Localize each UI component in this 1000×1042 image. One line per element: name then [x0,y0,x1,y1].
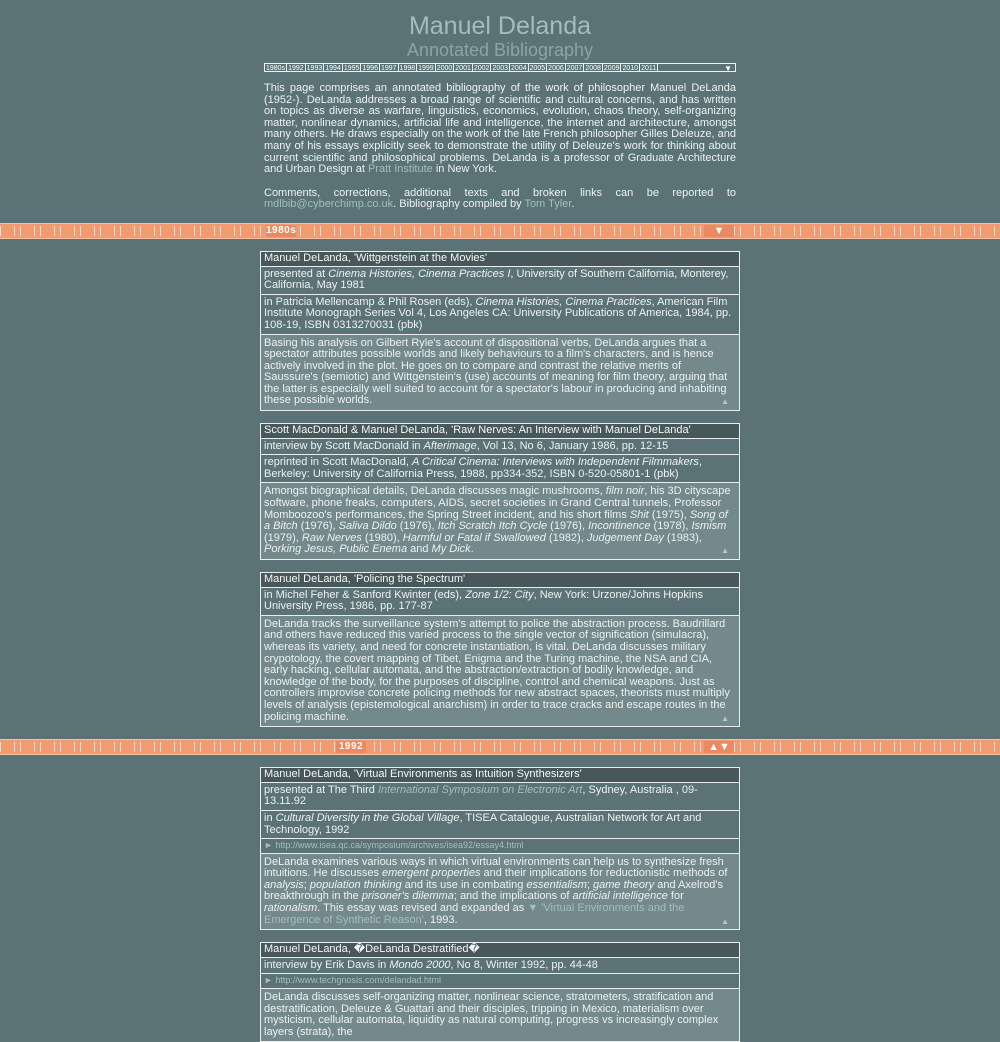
band-cell [320,226,335,236]
band-cell [100,226,115,236]
band-cell [620,226,635,236]
entry-url-link[interactable]: ► http://www.techgnosis.com/delandad.html [261,974,739,989]
entry-publication [261,811,739,839]
abstract-text: (1978), [650,520,692,533]
band-cell [980,226,995,236]
entry-abstract [261,483,739,559]
band-cell [160,742,175,752]
band-cell [940,742,955,752]
year-link[interactable]: 2010 [622,65,639,72]
pub-text: , New York: Urzone/Johns Hopkins University Press, 1986, pp. 177-87 [264,588,703,613]
band-cell [460,226,475,236]
dropdown-arrow-icon[interactable]: ▼ [724,64,732,73]
entry-title: Manuel DeLanda, 'Virtual Environments as Intuition Synthesizers' [261,768,739,783]
pub-text: interview by Scott MacDonald in [264,439,424,452]
band-cell [240,226,255,236]
band-cell [420,226,435,236]
pub-text: in Michel Feher & Sanford Kwinter (eds), [264,588,466,601]
pub-italic: Afterimage [423,439,477,452]
band-cell [0,226,15,236]
back-to-top-icon[interactable]: ▲ [721,713,729,723]
band-cell [820,226,835,236]
year-link[interactable]: 2009 [603,65,620,72]
abstract-text: (1982), [545,531,587,544]
band-nav-arrows[interactable]: ▲▼ [704,741,734,753]
year-band-1992 [0,739,1000,755]
abstract-text: (1980), [361,531,403,544]
band-cell [660,226,675,236]
band-cell [740,742,755,752]
abstract-text: Amongst biographical details, DeLanda discusses magic mushrooms, [264,485,606,498]
abstract-italic: film noir [605,485,645,498]
band-cell [860,742,875,752]
contact-text: . Bibliography compiled by [393,198,525,211]
page-subtitle: Annotated Bibliography [406,40,594,60]
pub-text: , American Film Institute Monograph Series Vol 4, Los Angeles CA: University Publications of America, 1984, pp. 108-19, ISBN 0313270031 (pbk) [264,295,732,331]
pub-italic: Cinema Histories, Cinema Practices [475,295,652,308]
abstract-text: ; [303,878,310,891]
entry-publication [261,439,739,456]
band-cell [600,742,615,752]
entry-publication [261,455,739,483]
abstract-italic: rationalism [264,902,318,915]
film-title: Ismism [691,520,727,533]
abstract-text: (1976), [297,520,339,533]
band-cell [760,742,775,752]
band-nav-arrows[interactable]: ▼ [704,225,734,237]
abstract-text: , his 3D cityscape software, phone freaks, computers, AIDS, secret societies in Grand Central tunnels, Professor Momboozoo's performances, the Spring Street incident, and his short films [264,485,731,521]
band-year-label: 1992 [336,741,366,753]
band-cell [820,742,835,752]
band-cell [760,226,775,236]
band-cell [500,226,515,236]
band-cell [60,742,75,752]
band-cell [400,226,415,236]
year-link[interactable]: 2005 [529,65,546,72]
film-title: Incontinence [588,520,651,533]
band-cell [520,226,535,236]
band-decoration [0,226,1000,236]
entry-publication [261,295,739,335]
abstract-text: (1983), [663,531,702,544]
film-title: Shit [629,508,649,521]
year-link[interactable]: 2001 [455,65,471,72]
band-cell [180,226,195,236]
pub-italic: A Critical Cinema: Interviews with Independent Filmmakers [411,456,699,469]
band-cell [900,742,915,752]
band-cell [220,742,235,752]
band-cell [200,226,215,236]
intro-text: in New York. [432,163,497,176]
abstract-text: (1976), [396,520,438,533]
band-cell [360,226,375,236]
year-link[interactable]: 1998 [399,65,416,72]
band-cell [840,226,855,236]
bib-entry [260,767,740,930]
author-link[interactable]: Tom Tyler [524,198,572,211]
band-cell [920,226,935,236]
abstract-text: and [407,543,432,556]
entry-url-link[interactable]: ► http://www.isea.qc.ca/symposium/archives/isea92/essay4.html [261,839,739,854]
band-cell [440,226,455,236]
email-link[interactable]: mdlbib@cyberchimp.co.uk [264,198,394,211]
band-cell [860,226,875,236]
band-cell [680,742,695,752]
pub-italic: Mondo 2000 [389,958,451,971]
band-year-label: 1980s [266,224,297,236]
band-cell [780,226,795,236]
year-link[interactable]: 1996 [362,65,378,72]
abstract-text: ; and the implications of [453,890,573,903]
pub-text: interview by Erik Davis in [264,958,390,971]
band-cell [180,742,195,752]
abstract-italic: essentialism [526,878,587,891]
band-cell [160,226,175,236]
band-cell [500,742,515,752]
abstract-text: DeLanda examines various ways in which virtual environments can help us to synthesize fresh intuitions. He discusses [264,855,724,880]
band-cell [520,742,535,752]
band-cell [780,742,795,752]
contact-paragraph [264,188,736,211]
band-cell [600,226,615,236]
abstract-text: . [470,543,474,556]
pub-text: in Patricia Mellencamp & Phil Rosen (eds), [264,295,476,308]
band-cell [460,742,475,752]
band-cell [540,226,555,236]
film-title: Saliva Dildo [338,520,397,533]
pub-text: in [264,811,276,824]
abstract-italic: prisoner's dilemma [361,890,454,903]
pub-text: , Berkeley: University of California Press, 1988, pp334-352, ISBN 0-520-05801-1 (pbk) [264,456,702,480]
pub-italic: Cinema Histories, Cinema Practices I [328,267,511,280]
abstract-text: (1976), [547,520,589,533]
page-title: Manuel Delanda [408,12,592,40]
intro [264,83,736,211]
band-cell [540,742,555,752]
band-cell [380,742,395,752]
band-cell [560,742,575,752]
abstract-italic: artificial intelligence [572,890,668,903]
abstract-text: . This essay was revised and expanded as [317,902,528,915]
pub-text: presented at The Third [264,783,378,796]
pub-italic: Zone 1/2: City [465,588,534,601]
year-link[interactable]: 1994 [325,65,341,72]
pub-text: , Sydney, Australia , 09-13.11.92 [264,783,698,808]
year-link[interactable]: 1992 [288,65,304,72]
year-band-1980s [0,223,1000,239]
entry-publication [261,783,739,811]
abstract-text: Basing his analysis on Gilbert Ryle's account of dispositional verbs, DeLanda argues that a spectator attributes possible worlds and likely behaviours to a film's characters, and is hence actively involved in the plot. He goes on to compare and contrast the relative merits of Saussure's (semiotic) and Wittgenstein's (use) accounts of meaning for film theory, arguing that the latter is especially well suited to account for a spectator's labour in producing and inhabiting these possible worlds. [264,336,728,407]
band-cell [220,226,235,236]
pratt-link[interactable]: Pratt Institute [367,163,433,176]
band-cell [260,742,275,752]
pub-text: , TISEA Catalogue, Australian Network for Art and Technology, 1992 [264,811,702,836]
band-cell [940,226,955,236]
band-cell [120,742,135,752]
band-cell [880,226,895,236]
band-cell [380,226,395,236]
pub-text: presented at [264,267,329,280]
band-cell [20,742,35,752]
entry-abstract [261,335,739,411]
year-link[interactable]: 1980s [266,65,286,72]
film-title: Song of a Bitch [264,508,728,533]
band-cell [800,742,815,752]
band-cell [300,742,315,752]
band-cell [80,742,95,752]
film-title: My Dick [431,543,471,556]
pub-text: reprinted in Scott MacDonald, [264,456,412,469]
year-link[interactable]: 1999 [418,65,434,72]
abstract-italic: game theory [593,878,655,891]
band-cell [80,226,95,236]
band-cell [480,742,495,752]
abstract-text: and Axelrod's breakthrough in the [264,878,723,903]
year-link[interactable]: 2003 [492,65,509,72]
entry-abstract [261,989,739,1041]
band-cell [660,742,675,752]
band-cell [880,742,895,752]
abstract-text: for [667,890,684,903]
entry-abstract [261,854,739,930]
bib-entry [260,251,740,411]
band-cell [200,742,215,752]
year-link[interactable]: 1993 [306,65,323,72]
band-cell [960,742,975,752]
entry-publication [261,267,739,295]
band-cell [580,742,595,752]
contact-text: Comments, corrections, additional texts and broken links can be reported to [264,186,736,199]
abstract-text: DeLanda discusses self-organizing matter, nonlinear science, stratometers, stratification and destratification, Deleuze & Guattari and their disciples, tripping in Mexico, materialism over mysticism, cellular automata, liquidity as natural computing, progress vs increasingly complex layers (strata), the [264,991,719,1038]
abstract-italic: analysis [264,878,304,891]
band-cell [240,742,255,752]
band-cell [740,226,755,236]
year-link[interactable]: 2008 [585,65,601,72]
band-cell [60,226,75,236]
band-cell [400,742,415,752]
band-cell [960,226,975,236]
band-cell [560,226,575,236]
band-cell [680,226,695,236]
band-cell [120,226,135,236]
band-cell [140,742,155,752]
abstract-text: and their implications for reductionistic methods of [480,867,728,880]
entry-publication [261,958,739,975]
band-cell [840,742,855,752]
back-to-top-icon[interactable]: ▲ [721,397,729,407]
band-cell [280,742,295,752]
abstract-text: DeLanda tracks the surveillance system's attempt to police the abstraction process. Baudrillard and others have reduced this varied process to the single vector of signification (simulacra), whereas its variety, and need for concrete instantiation, is vital. DeLanda discusses military crypotology, the covert mapping of Tibet, Enigma and the Turing machine, the NSA and CIA, early hacking, cellular automata, and the abstraction/extraction of bodily knowledge, and knowledge of the body, for the purposes of discipline, control and chemical weapons. Just as controllers improvise concrete policing methods for new abstract spaces, theorists must multiply levels of analysis (epistemological anarchism) in order to trace cracks and escape routes in the policing machine. [264,617,730,723]
band-decoration [0,742,1000,752]
film-title: Itch Scratch Itch Cycle [437,520,548,533]
band-cell [0,742,15,752]
band-cell [480,226,495,236]
bib-entry [260,942,740,1042]
band-cell [620,742,635,752]
entry-title: Manuel DeLanda, 'Wittgenstein at the Movies' [261,252,739,267]
band-cell [800,226,815,236]
related-essay-link[interactable]: ▼ 'Virtual Environments and the Emergence of Synthetic Reason' [264,902,685,926]
year-link[interactable]: 1997 [380,65,397,72]
band-cell [100,742,115,752]
back-to-top-icon[interactable]: ▲ [721,546,729,556]
abstract-text: (1979), [264,531,302,544]
abstract-text: , 1993. [423,913,458,926]
band-cell [140,226,155,236]
pub-text: , Vol 13, No 6, January 1986, pp. 12-15 [476,439,669,452]
film-title: Judgement Day [586,531,664,544]
band-cell [640,226,655,236]
bib-entry [260,572,740,727]
year-navigation [264,63,736,72]
year-link[interactable]: 2006 [548,65,564,72]
abstract-text: (1975), [648,508,690,521]
bib-entry [260,423,740,560]
contact-text: . [571,198,575,211]
band-cell [900,226,915,236]
year-link[interactable]: 1995 [343,65,360,72]
year-link[interactable]: 2007 [566,65,583,72]
band-cell [640,742,655,752]
year-link[interactable]: 2011 [641,65,657,72]
band-cell [980,742,995,752]
year-link[interactable]: 2004 [511,65,527,72]
pub-text: , No 8, Winter 1992, pp. 44-48 [450,958,598,971]
intro-text: This page comprises an annotated bibliography of the work of philosopher Manuel DeLanda (1952-). DeLanda addresses a broad range of scientific and cultural concerns, and has written on topics as diverse as warfare, linguistics, economics, evolution, chaos theory, self-organizing matter, nonlinear dynamics, artificial life and intelligence, the internet and architecture, amongst many others. He draws especially on the work of the late French philosopher Gilles Deleuze, and many of his essays explicitly seek to demonstrate the utility of Deleuze's work for thinking about current scientific and philosophical problems. DeLanda is a professor of Graduate Architecture and Urban Design at [264,82,736,176]
film-title: Raw Nerves [301,531,362,544]
abstract-italic: population thinking [309,878,402,891]
abstract-italic: emergent properties [382,867,481,880]
film-title: Porking Jesus, Public Enema [264,543,408,556]
film-title: Harmful or Fatal if Swallowed [402,531,546,544]
back-to-top-icon[interactable]: ▲ [721,916,729,926]
entry-abstract [261,616,739,726]
band-cell [920,742,935,752]
year-link[interactable]: 2000 [436,65,453,72]
year-link[interactable]: 2002 [473,65,490,72]
band-cell [20,226,35,236]
pub-italic: Cultural Diversity in the Global Village [275,811,460,824]
entry-publication [261,588,739,616]
abstract-text: and its use in combating [401,878,527,891]
band-cell [300,226,315,236]
symposium-link[interactable]: International Symposium on Electronic Art [377,783,583,796]
entry-title: Manuel DeLanda, 'Policing the Spectrum' [261,573,739,588]
band-cell [40,226,55,236]
intro-paragraph [264,83,736,176]
band-cell [40,742,55,752]
entry-title: Manuel DeLanda, �DeLanda Destratified� [261,943,739,958]
band-cell [580,226,595,236]
band-cell [320,742,335,752]
abstract-text: ; [586,878,594,891]
entry-title: Scott MacDonald & Manuel DeLanda, 'Raw Nerves: An Interview with Manuel DeLanda' [261,424,739,439]
pub-text: , University of Southern California, Monterey, California, May 1981 [264,267,729,292]
band-cell [440,742,455,752]
band-cell [420,742,435,752]
band-cell [340,226,355,236]
